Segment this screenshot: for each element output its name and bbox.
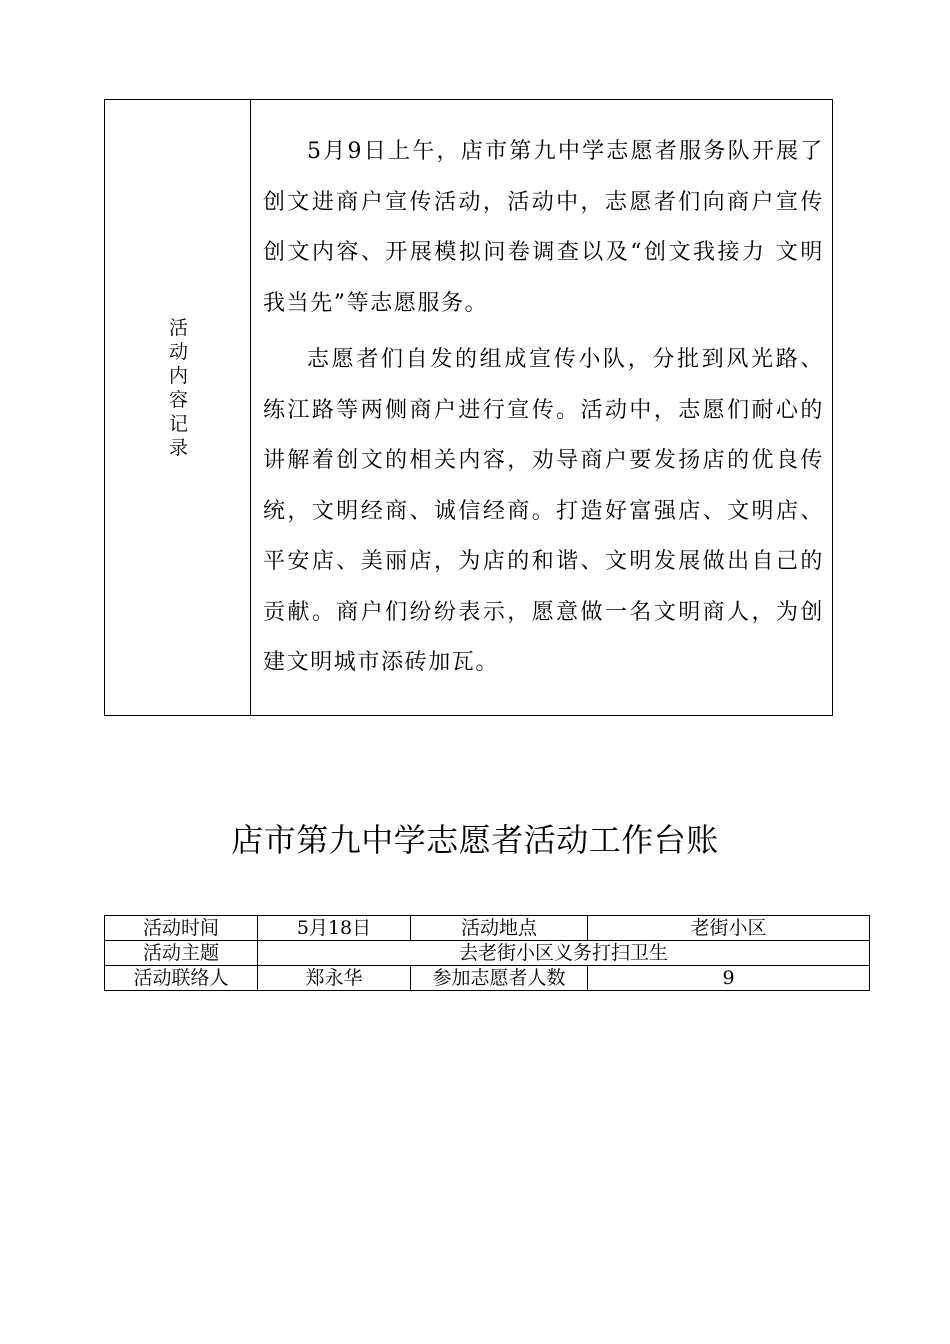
contact-label: 活动联络人 <box>105 966 258 991</box>
count-value: 9 <box>588 966 870 991</box>
place-value: 老街小区 <box>588 916 870 941</box>
place-label: 活动地点 <box>411 916 588 941</box>
contact-value: 郑永华 <box>258 966 411 991</box>
activity-record-table <box>104 99 833 716</box>
record-paragraph-1: 5月9日上午，店市第九中学志愿者服务队开展了创文进商户宣传活动，活动中，志愿者们向商户宣传创文内容、开展模拟问卷调查以及“创文我接力 文明我当先”等志愿服务。 <box>263 139 824 316</box>
theme-label: 活动主题 <box>105 941 258 966</box>
record-label-cell <box>105 100 251 715</box>
time-value: 5月18日 <box>258 916 411 941</box>
table-row <box>105 941 870 966</box>
activity-info-table <box>104 915 870 991</box>
theme-value: 去老街小区义务打扫卫生 <box>258 941 870 966</box>
ledger-title: 店市第九中学志愿者活动工作台账 <box>231 821 719 859</box>
record-label: 活动内容记录 <box>168 316 188 459</box>
record-paragraph-2: 志愿者们自发的组成宣传小队，分批到风光路、练江路等两侧商户进行宣传。活动中，志愿们耐心的讲解着创文的相关内容，劝导商户要发扬店的优良传统，文明经商、诚信经商。打造好富强店、文明店、平安店、美丽店，为店的和谐、文明发展做出自己的贡献。商户们纷纷表示，愿意做一名文明商人，为创建文明城市添砖加瓦。 <box>263 347 824 675</box>
count-label: 参加志愿者人数 <box>411 966 588 991</box>
time-label: 活动时间 <box>105 916 258 941</box>
table-row <box>105 916 870 941</box>
table-row <box>105 966 870 991</box>
record-content-cell <box>251 100 832 715</box>
